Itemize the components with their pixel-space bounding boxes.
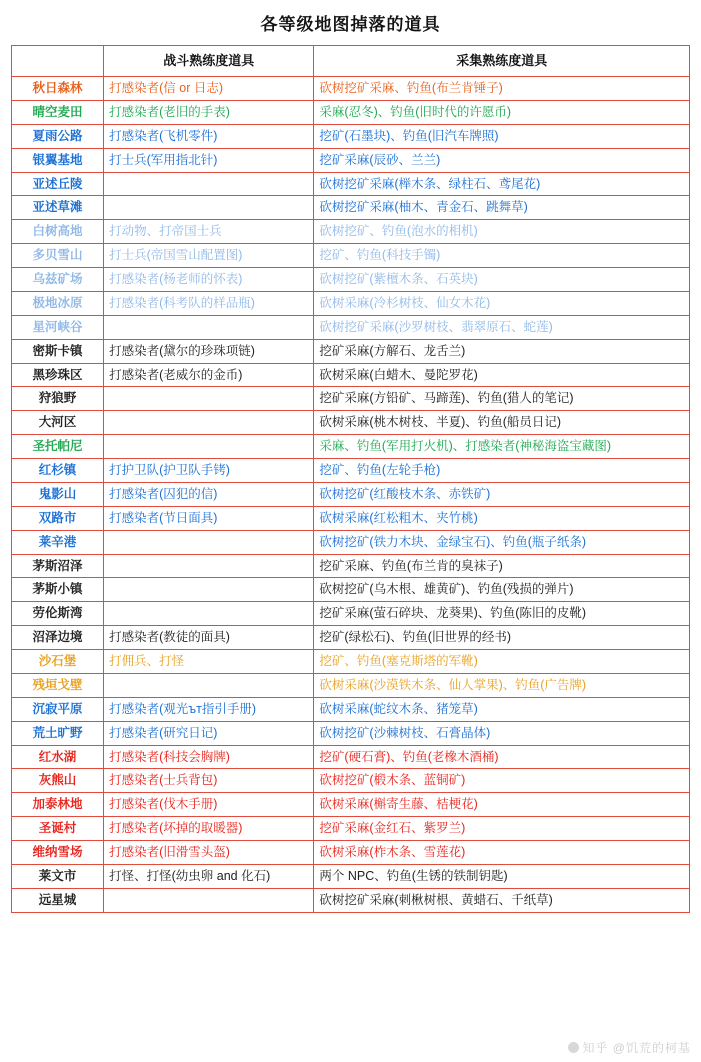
combat-drops-cell: 打感染者(坏掉的取暖器) xyxy=(104,817,314,841)
gather-drops-cell: 砍树采麻(红松粗木、夹竹桃) xyxy=(314,506,690,530)
gather-drops-cell: 砍树挖矿采麻(刺楸树根、黄蜡石、千纸草) xyxy=(314,888,690,912)
combat-drops-cell: 打动物、打帝国士兵 xyxy=(104,220,314,244)
map-name-cell: 亚述草滩 xyxy=(12,196,104,220)
combat-drops-cell: 打护卫队(护卫队手铐) xyxy=(104,459,314,483)
map-name-cell: 圣托帕尼 xyxy=(12,435,104,459)
gather-drops-cell: 挖矿采麻(方解石、龙舌兰) xyxy=(314,339,690,363)
combat-drops-cell: 打士兵(军用指北针) xyxy=(104,148,314,172)
map-name-cell: 鬼影山 xyxy=(12,482,104,506)
table-row xyxy=(12,363,690,387)
gather-drops-cell: 挖矿、钓鱼(左轮手枪) xyxy=(314,459,690,483)
map-name-cell: 茅斯小镇 xyxy=(12,578,104,602)
gather-drops-cell: 砍树采麻(柞木条、雪莲花) xyxy=(314,841,690,865)
map-name-cell: 茅斯沼泽 xyxy=(12,554,104,578)
combat-drops-cell: 打感染者(科考队的样品瓶) xyxy=(104,291,314,315)
combat-drops-cell: 打感染者(飞机零件) xyxy=(104,124,314,148)
combat-drops-cell xyxy=(104,172,314,196)
map-name-cell: 远星城 xyxy=(12,888,104,912)
map-name-cell: 莱文市 xyxy=(12,864,104,888)
table-row xyxy=(12,100,690,124)
combat-drops-cell xyxy=(104,578,314,602)
map-name-cell: 维纳雪场 xyxy=(12,841,104,865)
combat-drops-cell xyxy=(104,196,314,220)
gather-drops-cell: 挖矿、钓鱼(塞克斯塔的军靴) xyxy=(314,650,690,674)
gather-drops-cell: 挖矿(硬石膏)、钓鱼(老橡木酒桶) xyxy=(314,745,690,769)
gather-drops-cell: 砍树挖矿(乌木根、雄黄矿)、钓鱼(残损的弹片) xyxy=(314,578,690,602)
combat-drops-cell xyxy=(104,435,314,459)
watermark-icon xyxy=(568,1042,579,1053)
table-row xyxy=(12,268,690,292)
table-row xyxy=(12,626,690,650)
map-name-cell: 多贝雪山 xyxy=(12,244,104,268)
combat-drops-cell xyxy=(104,602,314,626)
table-row xyxy=(12,697,690,721)
combat-drops-cell xyxy=(104,888,314,912)
table-row xyxy=(12,459,690,483)
table-row xyxy=(12,769,690,793)
gather-drops-cell: 砍树采麻(桃木树枝、半夏)、钓鱼(船员日记) xyxy=(314,411,690,435)
combat-drops-cell xyxy=(104,315,314,339)
gather-drops-cell: 砍树采麻(沙漠铁木条、仙人掌果)、钓鱼(广告牌) xyxy=(314,673,690,697)
gather-drops-cell: 砍树挖矿采麻(柚木、青金石、跳舞草) xyxy=(314,196,690,220)
map-name-cell: 沙石堡 xyxy=(12,650,104,674)
map-name-cell: 银翼基地 xyxy=(12,148,104,172)
map-name-cell: 灰熊山 xyxy=(12,769,104,793)
gather-drops-cell: 砍树挖矿(铁力木块、金绿宝石)、钓鱼(瓶子纸条) xyxy=(314,530,690,554)
table-row xyxy=(12,864,690,888)
table-row xyxy=(12,339,690,363)
table-row xyxy=(12,172,690,196)
map-name-cell: 红水湖 xyxy=(12,745,104,769)
column-header-gather: 采集熟练度道具 xyxy=(314,46,690,77)
combat-drops-cell: 打感染者(老旧的手表) xyxy=(104,100,314,124)
map-name-cell: 晴空麦田 xyxy=(12,100,104,124)
gather-drops-cell: 挖矿采麻(方铅矿、马蹄莲)、钓鱼(猎人的笔记) xyxy=(314,387,690,411)
gather-drops-cell: 砍树挖矿采麻(榉木条、绿柱石、鸢尾花) xyxy=(314,172,690,196)
combat-drops-cell: 打感染者(信 or 日志) xyxy=(104,77,314,101)
map-name-cell: 沼泽边境 xyxy=(12,626,104,650)
column-header-combat: 战斗熟练度道具 xyxy=(104,46,314,77)
table-row xyxy=(12,411,690,435)
map-name-cell: 白树高地 xyxy=(12,220,104,244)
combat-drops-cell: 打佣兵、打怪 xyxy=(104,650,314,674)
combat-drops-cell: 打感染者(研究日记) xyxy=(104,721,314,745)
watermark-text: 知乎 @饥荒的柯基 xyxy=(582,1041,691,1055)
combat-drops-cell: 打感染者(旧滑雪头盔) xyxy=(104,841,314,865)
combat-drops-cell xyxy=(104,673,314,697)
table-row xyxy=(12,77,690,101)
gather-drops-cell: 砍树挖矿(红酸枝木条、赤铁矿) xyxy=(314,482,690,506)
gather-drops-cell: 两个 NPC、钓鱼(生锈的铁制钥匙) xyxy=(314,864,690,888)
combat-drops-cell xyxy=(104,411,314,435)
combat-drops-cell xyxy=(104,387,314,411)
table-row xyxy=(12,244,690,268)
table-row xyxy=(12,578,690,602)
gather-drops-cell: 砍树挖矿(椴木条、蓝铜矿) xyxy=(314,769,690,793)
table-row xyxy=(12,220,690,244)
gather-drops-cell: 采麻(忍冬)、钓鱼(旧时代的许愿币) xyxy=(314,100,690,124)
gather-drops-cell: 挖矿采麻(金红石、紫罗兰) xyxy=(314,817,690,841)
combat-drops-cell xyxy=(104,530,314,554)
gather-drops-cell: 砍树挖矿采麻、钓鱼(布兰肯锤子) xyxy=(314,77,690,101)
watermark xyxy=(568,1039,691,1056)
map-name-cell: 星河峡谷 xyxy=(12,315,104,339)
gather-drops-cell: 挖矿、钓鱼(科技手镯) xyxy=(314,244,690,268)
combat-drops-cell: 打感染者(观光ът指引手册) xyxy=(104,697,314,721)
map-name-cell: 大河区 xyxy=(12,411,104,435)
map-name-cell: 圣诞村 xyxy=(12,817,104,841)
gather-drops-cell: 砍树挖矿、钓鱼(泡水的相机) xyxy=(314,220,690,244)
table-row xyxy=(12,530,690,554)
table-row xyxy=(12,673,690,697)
map-name-cell: 夏雨公路 xyxy=(12,124,104,148)
gather-drops-cell: 采麻、钓鱼(军用打火机)、打感染者(神秘海盗宝藏图) xyxy=(314,435,690,459)
map-name-cell: 狩狼野 xyxy=(12,387,104,411)
map-name-cell: 秋日森林 xyxy=(12,77,104,101)
table-row xyxy=(12,148,690,172)
table-row xyxy=(12,315,690,339)
gather-drops-cell: 砍树采麻(冷杉树枝、仙女木花) xyxy=(314,291,690,315)
combat-drops-cell: 打感染者(科技会胸牌) xyxy=(104,745,314,769)
combat-drops-cell: 打感染者(老威尔的金币) xyxy=(104,363,314,387)
map-name-cell: 莱辛港 xyxy=(12,530,104,554)
table-row xyxy=(12,817,690,841)
gather-drops-cell: 砍树采麻(白蜡木、曼陀罗花) xyxy=(314,363,690,387)
gather-drops-cell: 挖矿采麻(辰砂、兰兰) xyxy=(314,148,690,172)
table-row xyxy=(12,291,690,315)
table-row xyxy=(12,841,690,865)
map-name-cell: 黑珍珠区 xyxy=(12,363,104,387)
map-name-cell: 沉寂平原 xyxy=(12,697,104,721)
gather-drops-cell: 挖矿(绿松石)、钓鱼(旧世界的经书) xyxy=(314,626,690,650)
map-name-cell: 荒土旷野 xyxy=(12,721,104,745)
gather-drops-cell: 砍树挖矿(沙棘树枝、石膏晶体) xyxy=(314,721,690,745)
gather-drops-cell: 砍树挖矿(紫檀木条、石英块) xyxy=(314,268,690,292)
table-row xyxy=(12,793,690,817)
table-header-row xyxy=(12,46,690,77)
table-row xyxy=(12,387,690,411)
table-body xyxy=(12,77,690,913)
gather-drops-cell: 砍树采麻(蛇纹木条、猪笼草) xyxy=(314,697,690,721)
table-row xyxy=(12,124,690,148)
page-title: 各等级地图掉落的道具 xyxy=(260,15,441,34)
combat-drops-cell: 打感染者(节日面具) xyxy=(104,506,314,530)
gather-drops-cell: 砍树挖矿采麻(沙罗树枝、翡翠原石、蛇莲) xyxy=(314,315,690,339)
table-row xyxy=(12,506,690,530)
gather-drops-cell: 挖矿采麻、钓鱼(布兰肯的臭袜子) xyxy=(314,554,690,578)
combat-drops-cell: 打士兵(帝国雪山配置图) xyxy=(104,244,314,268)
map-name-cell: 红杉镇 xyxy=(12,459,104,483)
map-name-cell: 密斯卡镇 xyxy=(12,339,104,363)
map-name-cell: 乌兹矿场 xyxy=(12,268,104,292)
table-row xyxy=(12,602,690,626)
map-name-cell: 极地冰原 xyxy=(12,291,104,315)
combat-drops-cell: 打感染者(囚犯的信) xyxy=(104,482,314,506)
column-header-map xyxy=(12,46,104,77)
combat-drops-cell xyxy=(104,554,314,578)
map-name-cell: 加泰林地 xyxy=(12,793,104,817)
table-row xyxy=(12,435,690,459)
map-name-cell: 残垣戈壁 xyxy=(12,673,104,697)
table-row xyxy=(12,745,690,769)
map-name-cell: 亚述丘陵 xyxy=(12,172,104,196)
combat-drops-cell: 打感染者(黛尔的珍珠项链) xyxy=(104,339,314,363)
gather-drops-cell: 砍树采麻(槲寄生藤、桔梗花) xyxy=(314,793,690,817)
table-row xyxy=(12,482,690,506)
table-row xyxy=(12,721,690,745)
combat-drops-cell: 打感染者(士兵背包) xyxy=(104,769,314,793)
combat-drops-cell: 打感染者(杨老师的怀表) xyxy=(104,268,314,292)
combat-drops-cell: 打怪、打怪(幼虫卵 and 化石) xyxy=(104,864,314,888)
map-name-cell: 双路市 xyxy=(12,506,104,530)
combat-drops-cell: 打感染者(教徒的面具) xyxy=(104,626,314,650)
combat-drops-cell: 打感染者(伐木手册) xyxy=(104,793,314,817)
table-row xyxy=(12,888,690,912)
table-row xyxy=(12,554,690,578)
map-name-cell: 劳伦斯湾 xyxy=(12,602,104,626)
table-row xyxy=(12,650,690,674)
drop-table xyxy=(11,45,690,913)
gather-drops-cell: 挖矿采麻(萤石碎块、龙葵果)、钓鱼(陈旧的皮靴) xyxy=(314,602,690,626)
gather-drops-cell: 挖矿(石墨块)、钓鱼(旧汽车牌照) xyxy=(314,124,690,148)
table-row xyxy=(12,196,690,220)
